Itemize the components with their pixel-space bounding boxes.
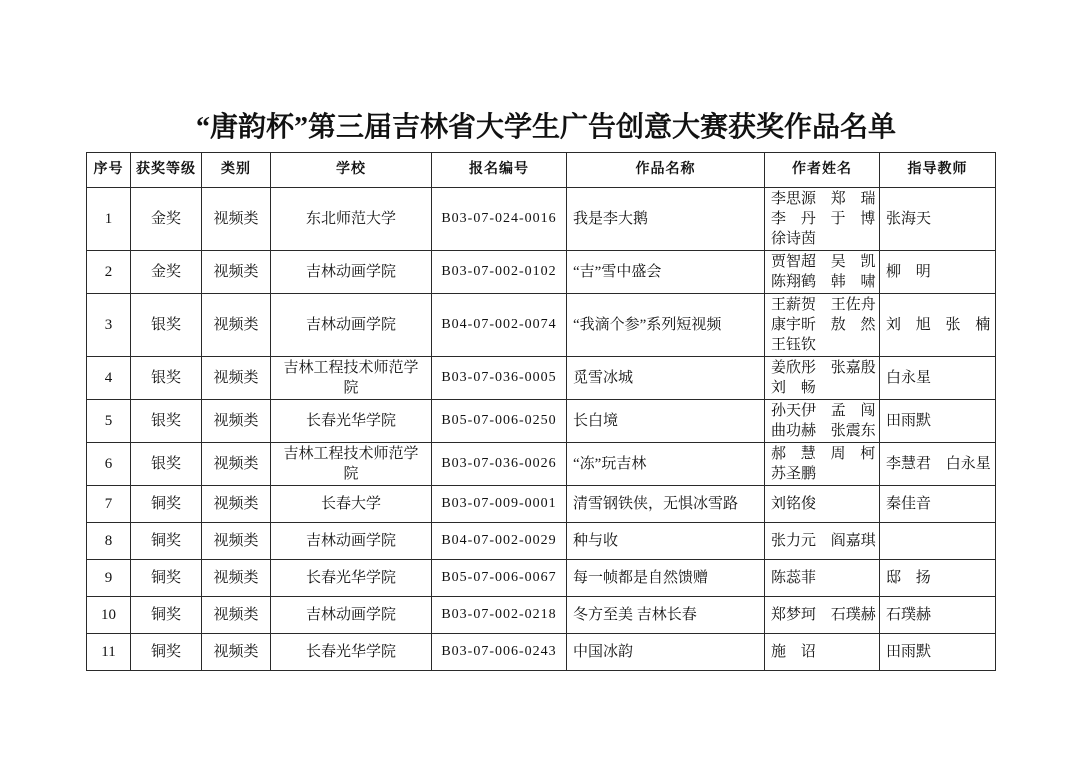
cell-category: 视频类	[202, 251, 271, 294]
table-body	[87, 188, 996, 671]
cell-category: 视频类	[202, 443, 271, 486]
cell-advisor: 秦佳音	[880, 486, 996, 523]
cell-advisor: 白永星	[880, 357, 996, 400]
cell-reg-no: B03-07-036-0026	[432, 443, 567, 486]
cell-award: 铜奖	[131, 634, 202, 671]
header-category: 类别	[202, 153, 271, 188]
table-row	[87, 560, 996, 597]
cell-no: 4	[87, 357, 131, 400]
cell-advisor: 李慧君 白永星	[880, 443, 996, 486]
cell-work: “我滴个参”系列短视频	[567, 294, 765, 357]
cell-category: 视频类	[202, 357, 271, 400]
cell-category: 视频类	[202, 294, 271, 357]
author-line: 刘铭俊	[771, 496, 817, 512]
author-line: 陈翔鹤 韩 啸	[771, 274, 876, 290]
cell-advisor: 刘 旭 张 楠	[880, 294, 996, 357]
author-line: 施 诏	[771, 644, 816, 660]
cell-work: 种与收	[567, 523, 765, 560]
author-line: 郝 慧 周 柯	[771, 446, 876, 462]
cell-reg-no: B05-07-006-0067	[432, 560, 567, 597]
cell-authors	[765, 400, 880, 443]
table-row	[87, 357, 996, 400]
cell-school: 吉林动画学院	[271, 523, 432, 560]
table-row	[87, 597, 996, 634]
author-line: 姜欣彤 张嘉殷	[771, 360, 876, 376]
awards-table	[86, 152, 996, 671]
author-line: 李思源 郑 瑞	[771, 191, 876, 207]
table-row	[87, 188, 996, 251]
cell-reg-no: B03-07-024-0016	[432, 188, 567, 251]
cell-category: 视频类	[202, 523, 271, 560]
author-line: 郑梦珂 石璞赫	[771, 607, 876, 623]
cell-award: 金奖	[131, 188, 202, 251]
cell-school: 长春光华学院	[271, 634, 432, 671]
cell-work: 我是李大鹅	[567, 188, 765, 251]
cell-authors	[765, 523, 880, 560]
author-line: 苏圣鹏	[771, 466, 817, 482]
cell-no: 6	[87, 443, 131, 486]
cell-work: 长白境	[567, 400, 765, 443]
cell-advisor: 田雨默	[880, 634, 996, 671]
table-row	[87, 486, 996, 523]
cell-no: 10	[87, 597, 131, 634]
cell-no: 3	[87, 294, 131, 357]
cell-school: 吉林工程技术师范学院	[271, 357, 432, 400]
cell-authors	[765, 188, 880, 251]
cell-advisor: 石璞赫	[880, 597, 996, 634]
table-row	[87, 294, 996, 357]
author-line: 康宇昕 敖 然	[771, 317, 876, 333]
cell-school: 长春光华学院	[271, 400, 432, 443]
cell-no: 7	[87, 486, 131, 523]
table-row	[87, 634, 996, 671]
cell-no: 2	[87, 251, 131, 294]
cell-no: 1	[87, 188, 131, 251]
cell-authors	[765, 486, 880, 523]
table-row	[87, 251, 996, 294]
author-line: 李 丹 于 博	[771, 211, 876, 227]
cell-award: 银奖	[131, 357, 202, 400]
header-work-title: 作品名称	[567, 153, 765, 188]
cell-award: 银奖	[131, 443, 202, 486]
author-line: 王钰钦	[771, 337, 817, 353]
cell-advisor: 田雨默	[880, 400, 996, 443]
cell-school: 长春大学	[271, 486, 432, 523]
cell-authors	[765, 443, 880, 486]
author-line: 孙天伊 孟 闯	[771, 403, 876, 419]
cell-reg-no: B03-07-002-0218	[432, 597, 567, 634]
cell-advisor: 邸 扬	[880, 560, 996, 597]
cell-category: 视频类	[202, 400, 271, 443]
cell-advisor	[880, 523, 996, 560]
cell-category: 视频类	[202, 560, 271, 597]
cell-award: 银奖	[131, 294, 202, 357]
cell-work: “吉”雪中盛会	[567, 251, 765, 294]
author-line: 徐诗茵	[771, 231, 817, 247]
cell-advisor: 柳 明	[880, 251, 996, 294]
header-no: 序号	[87, 153, 131, 188]
cell-authors	[765, 634, 880, 671]
cell-reg-no: B03-07-009-0001	[432, 486, 567, 523]
cell-category: 视频类	[202, 486, 271, 523]
cell-reg-no: B03-07-036-0005	[432, 357, 567, 400]
cell-category: 视频类	[202, 188, 271, 251]
cell-no: 8	[87, 523, 131, 560]
cell-authors	[765, 357, 880, 400]
cell-reg-no: B03-07-002-0102	[432, 251, 567, 294]
cell-award: 铜奖	[131, 486, 202, 523]
cell-school: 吉林动画学院	[271, 294, 432, 357]
cell-work: 冬方至美 吉林长春	[567, 597, 765, 634]
cell-category: 视频类	[202, 634, 271, 671]
cell-school: 东北师范大学	[271, 188, 432, 251]
author-line: 刘 畅	[771, 380, 816, 396]
cell-work: “冻”玩吉林	[567, 443, 765, 486]
cell-reg-no: B05-07-006-0250	[432, 400, 567, 443]
cell-reg-no: B04-07-002-0074	[432, 294, 567, 357]
cell-school: 长春光华学院	[271, 560, 432, 597]
author-line: 王薪贺 王佐舟	[771, 297, 876, 313]
cell-reg-no: B03-07-006-0243	[432, 634, 567, 671]
cell-authors	[765, 294, 880, 357]
author-line: 曲功赫 张震东	[771, 423, 876, 439]
table-row	[87, 400, 996, 443]
header-school: 学校	[271, 153, 432, 188]
cell-school: 吉林动画学院	[271, 597, 432, 634]
cell-school: 吉林工程技术师范学院	[271, 443, 432, 486]
table-row	[87, 443, 996, 486]
cell-no: 5	[87, 400, 131, 443]
author-line: 陈蕊菲	[771, 570, 817, 586]
header-registration-number: 报名编号	[432, 153, 567, 188]
cell-award: 铜奖	[131, 560, 202, 597]
cell-authors	[765, 597, 880, 634]
author-line: 张力元 阎嘉琪	[771, 533, 876, 549]
cell-work: 中国冰韵	[567, 634, 765, 671]
table-row	[87, 523, 996, 560]
cell-award: 金奖	[131, 251, 202, 294]
header-award-level: 获奖等级	[131, 153, 202, 188]
cell-work: 清雪钢铁侠，无惧冰雪路	[567, 486, 765, 523]
cell-authors	[765, 560, 880, 597]
cell-award: 银奖	[131, 400, 202, 443]
cell-authors	[765, 251, 880, 294]
cell-category: 视频类	[202, 597, 271, 634]
cell-no: 9	[87, 560, 131, 597]
cell-no: 11	[87, 634, 131, 671]
cell-advisor: 张海天	[880, 188, 996, 251]
page-title: “唐韵杯”第三届吉林省大学生广告创意大赛获奖作品名单	[195, 112, 896, 143]
author-line: 贾智超 吴 凯	[771, 254, 876, 270]
cell-award: 铜奖	[131, 597, 202, 634]
cell-award: 铜奖	[131, 523, 202, 560]
cell-work: 觅雪冰城	[567, 357, 765, 400]
header-advisor: 指导教师	[880, 153, 996, 188]
header-row	[87, 153, 996, 188]
cell-school: 吉林动画学院	[271, 251, 432, 294]
cell-reg-no: B04-07-002-0029	[432, 523, 567, 560]
cell-work: 每一帧都是自然馈赠	[567, 560, 765, 597]
header-authors: 作者姓名	[765, 153, 880, 188]
